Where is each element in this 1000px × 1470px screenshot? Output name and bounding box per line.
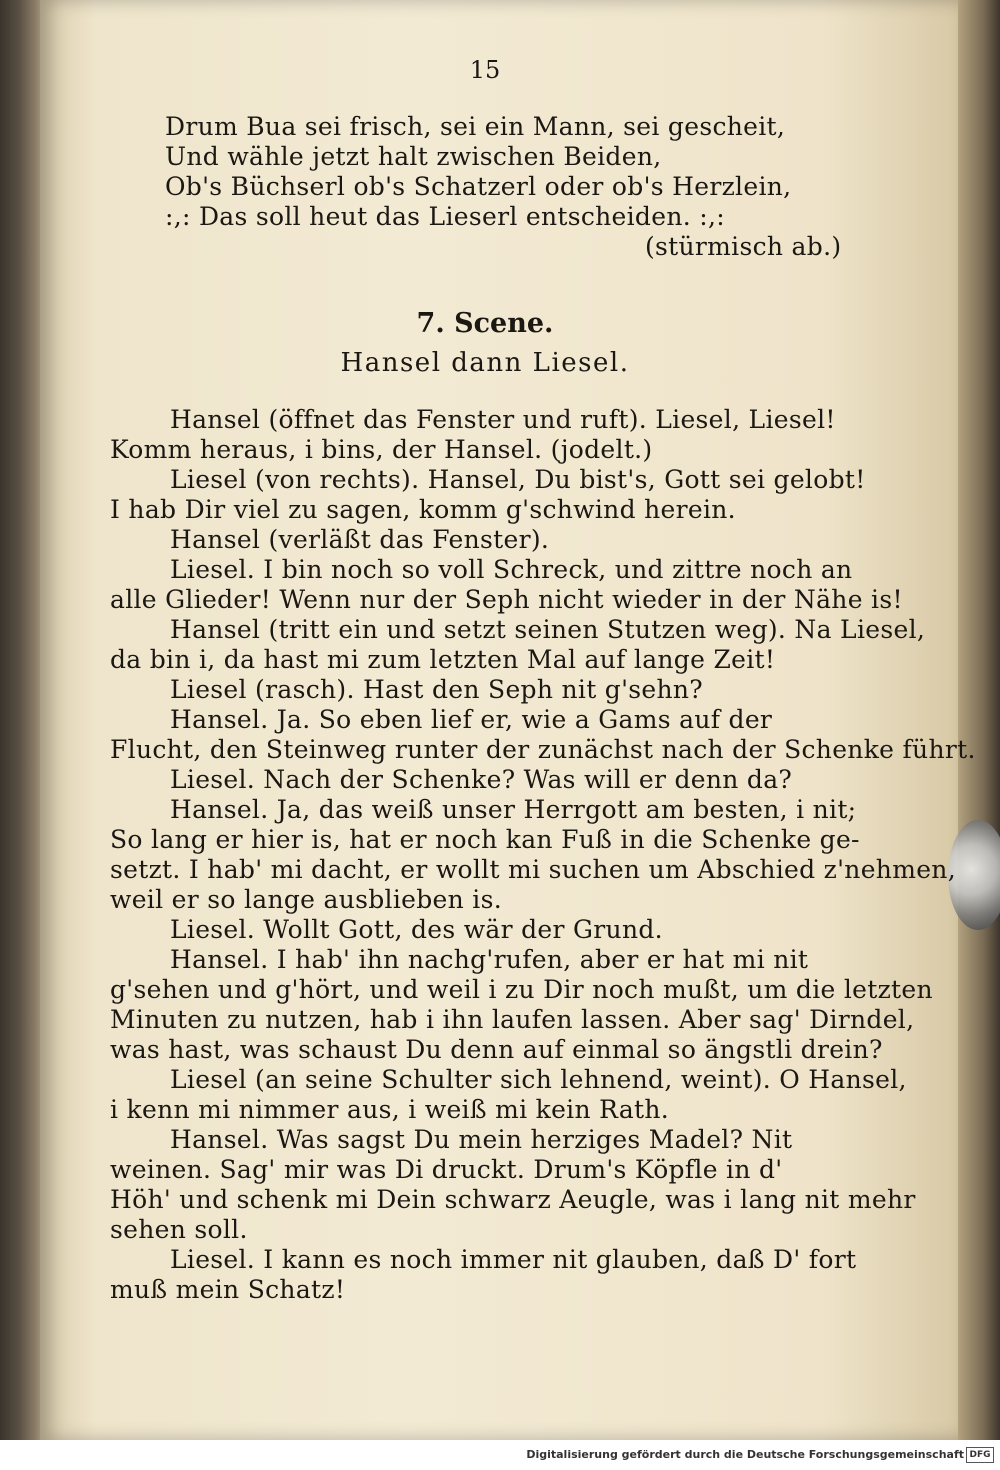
dialogue-line: Hansel. Ja. So eben lief er, wie a Gams auf der: [170, 705, 773, 734]
stage-direction: (stürmisch ab.): [645, 232, 842, 261]
dialogue-line: Liesel. Wollt Gott, des wär der Grund.: [170, 915, 663, 944]
dialogue-line: Flucht, den Steinweg runter der zunächst nach der Schenke führt.: [110, 735, 976, 764]
dialogue-line: Hansel (öffnet das Fenster und ruft). Liesel, Liesel!: [170, 405, 836, 434]
dialogue-line: Höh' und schenk mi Dein schwarz Aeugle, was i lang nit mehr: [110, 1185, 916, 1214]
page-content: [70, 0, 976, 1440]
footer-bar: [0, 1440, 1000, 1470]
scene-characters: Hansel dann Liesel.: [340, 348, 630, 378]
dialogue-line: weil er so lange ausblieben is.: [110, 885, 502, 914]
dialogue-line: Hansel. I hab' ihn nachg'rufen, aber er hat mi nit: [170, 945, 809, 974]
dialogue-line: So lang er hier is, hat er noch kan Fuß in die Schenke ge-: [110, 825, 860, 854]
dialogue-line: Hansel. Ja, das weiß unser Herrgott am besten, i nit;: [170, 795, 857, 824]
dialogue-line: Liesel (rasch). Hast den Seph nit g'sehn?: [170, 675, 703, 704]
dialogue-line: weinen. Sag' mir was Di druckt. Drum's Köpfle in d': [110, 1155, 783, 1184]
dialogue-line: Liesel. Nach der Schenke? Was will er denn da?: [170, 765, 793, 794]
dialogue-line: alle Glieder! Wenn nur der Seph nicht wieder in der Nähe is!: [110, 585, 903, 614]
page-edge-shadow: [958, 0, 1000, 1440]
dialogue-line: Komm heraus, i bins, der Hansel. (jodelt.): [110, 435, 653, 464]
dialogue-line: da bin i, da hast mi zum letzten Mal auf lange Zeit!: [110, 645, 776, 674]
scene-heading: 7. Scene.: [416, 308, 554, 339]
dialogue-line: setzt. I hab' mi dacht, er wollt mi suchen um Abschied z'nehmen,: [110, 855, 956, 884]
dialogue-line: sehen soll.: [110, 1215, 248, 1244]
dialogue-line: I hab Dir viel zu sagen, komm g'schwind herein.: [110, 495, 736, 524]
dialogue-line: Liesel (von rechts). Hansel, Du bist's, Gott sei gelobt!: [170, 465, 866, 494]
dialogue-line: Liesel (an seine Schulter sich lehnend, weint). O Hansel,: [170, 1065, 907, 1094]
dialogue-line: g'sehen und g'hört, und weil i zu Dir noch mußt, um die letzten: [110, 975, 933, 1004]
dialogue-line: Hansel (tritt ein und setzt seinen Stutzen weg). Na Liesel,: [170, 615, 926, 644]
dialogue-line: Hansel (verläßt das Fenster).: [170, 525, 550, 554]
dialogue-line: Liesel. I kann es noch immer nit glauben, daß D' fort: [170, 1245, 857, 1274]
dfg-logo-icon: DFG: [966, 1447, 994, 1463]
dialogue-line: was hast, was schaust Du denn auf einmal so ängstli drein?: [110, 1035, 883, 1064]
dialogue-line: i kenn mi nimmer aus, i weiß mi kein Rath.: [110, 1095, 670, 1124]
verse-line: Und wähle jetzt halt zwischen Beiden,: [165, 142, 662, 171]
verse-line: Drum Bua sei frisch, sei ein Mann, sei gescheit,: [165, 112, 786, 141]
verse-line: Ob's Büchserl ob's Schatzerl oder ob's Herzlein,: [165, 172, 792, 201]
verse-line: :,: Das soll heut das Lieserl entscheiden. :,:: [165, 202, 725, 231]
dialogue-line: Hansel. Was sagst Du mein herziges Madel? Nit: [170, 1125, 793, 1154]
page-number: 15: [469, 56, 501, 84]
dialogue-line: Minuten zu nutzen, hab i ihn laufen lassen. Aber sag' Dirndel,: [110, 1005, 915, 1034]
dialogue-line: Liesel. I bin noch so voll Schreck, und zittre noch an: [170, 555, 853, 584]
dialogue-line: muß mein Schatz!: [110, 1275, 346, 1304]
funding-notice: Digitalisierung gefördert durch die Deutsche Forschungsgemeinschaft: [526, 1448, 964, 1461]
